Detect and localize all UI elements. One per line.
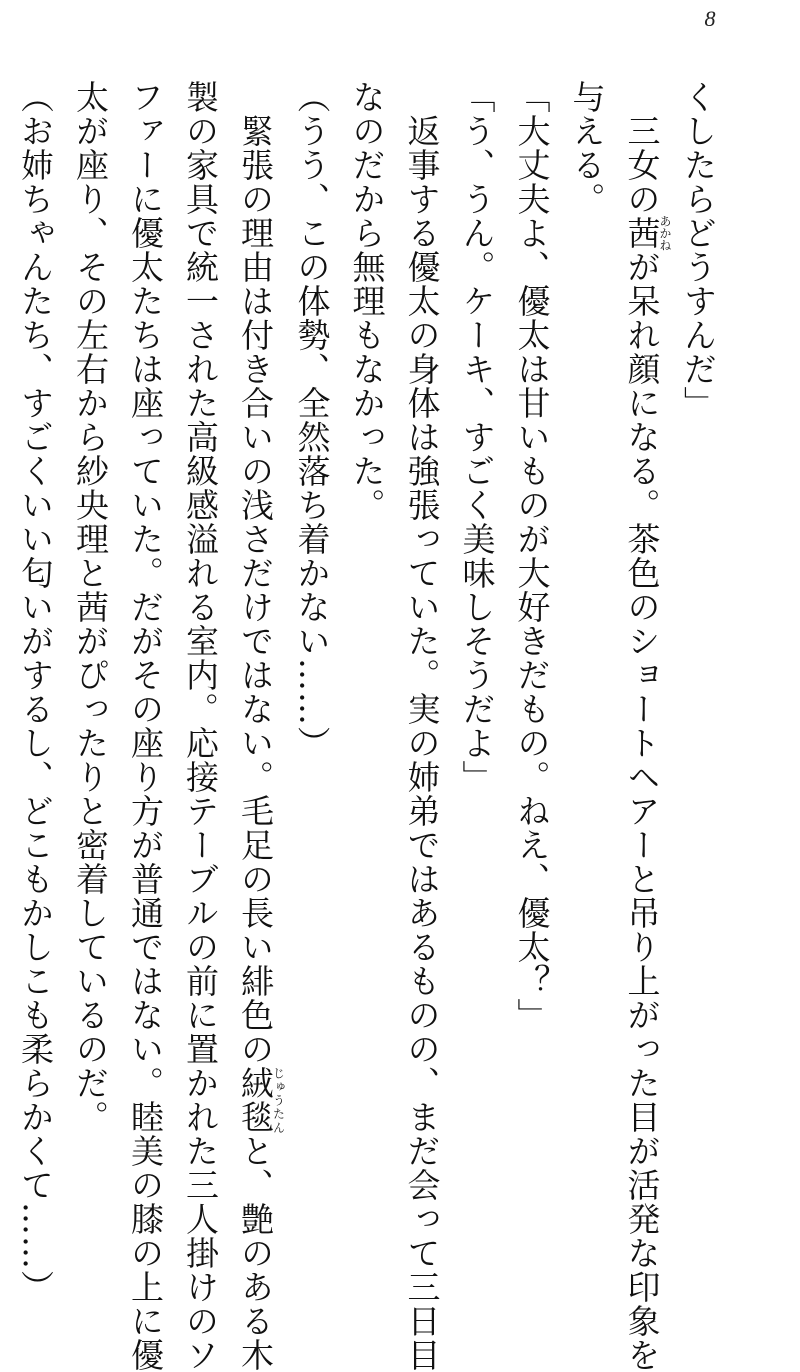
ruby-annotation xyxy=(622,215,672,251)
text-line: 「う、うん。ケーキ、すごく美味しそうだよ」 xyxy=(457,80,497,794)
text-line: 返事する優太の身体は強張っていた。実の姉弟ではあるものの、まだ会って三日目 xyxy=(402,80,442,1372)
ruby-base: 絨毯 xyxy=(236,1066,275,1134)
ruby-annotation xyxy=(236,1066,286,1134)
text-segment: と、艶のある木 xyxy=(236,1134,275,1372)
text-line: 「大丈夫よ、優太は甘いものが大好きだもの。ねえ、優太？」 xyxy=(512,80,552,1032)
text-line: 製の家具で統一された高級感溢れる室内。応接テーブルの前に置かれた三人掛けのソ xyxy=(181,80,220,1372)
text-line xyxy=(228,80,286,1372)
vertical-text-block xyxy=(16,80,726,1372)
text-segment: 緊張の理由は付き合いの浅さだけではない。毛足の長い緋色の xyxy=(236,80,275,1066)
text-line: （うう、この体勢、全然落ち着かない……） xyxy=(292,80,332,760)
text-segment: が呆れ顔になる。茶色のショートヘアーと吊り上がった目が活発な印象を xyxy=(622,250,662,1372)
text-line: 太が座り、その左右から紗央理と茜がぴったりと密着しているのだ。 xyxy=(71,80,110,1134)
text-line: くしたらどうすんだ」 xyxy=(679,80,718,420)
text-line: （お姉ちゃんたち、すごくいい匂いがするし、どこもかしこも柔らかくて……） xyxy=(16,80,55,1304)
text-line xyxy=(615,80,672,1372)
page-number: 8 xyxy=(704,6,716,31)
ruby-reading: あかね xyxy=(658,215,672,251)
text-line: なのだから無理もなかった。 xyxy=(347,80,387,522)
text-line xyxy=(0,80,8,1180)
ruby-base: 茜 xyxy=(622,215,662,251)
text-line: ファーに優太たちは座っていた。だがその座り方が普通ではない。睦美の膝の上に優 xyxy=(126,80,165,1372)
text-segment: 三女の xyxy=(622,80,662,216)
ruby-reading: じゅうたん xyxy=(271,1066,286,1134)
text-line: 与える。 xyxy=(567,80,607,216)
